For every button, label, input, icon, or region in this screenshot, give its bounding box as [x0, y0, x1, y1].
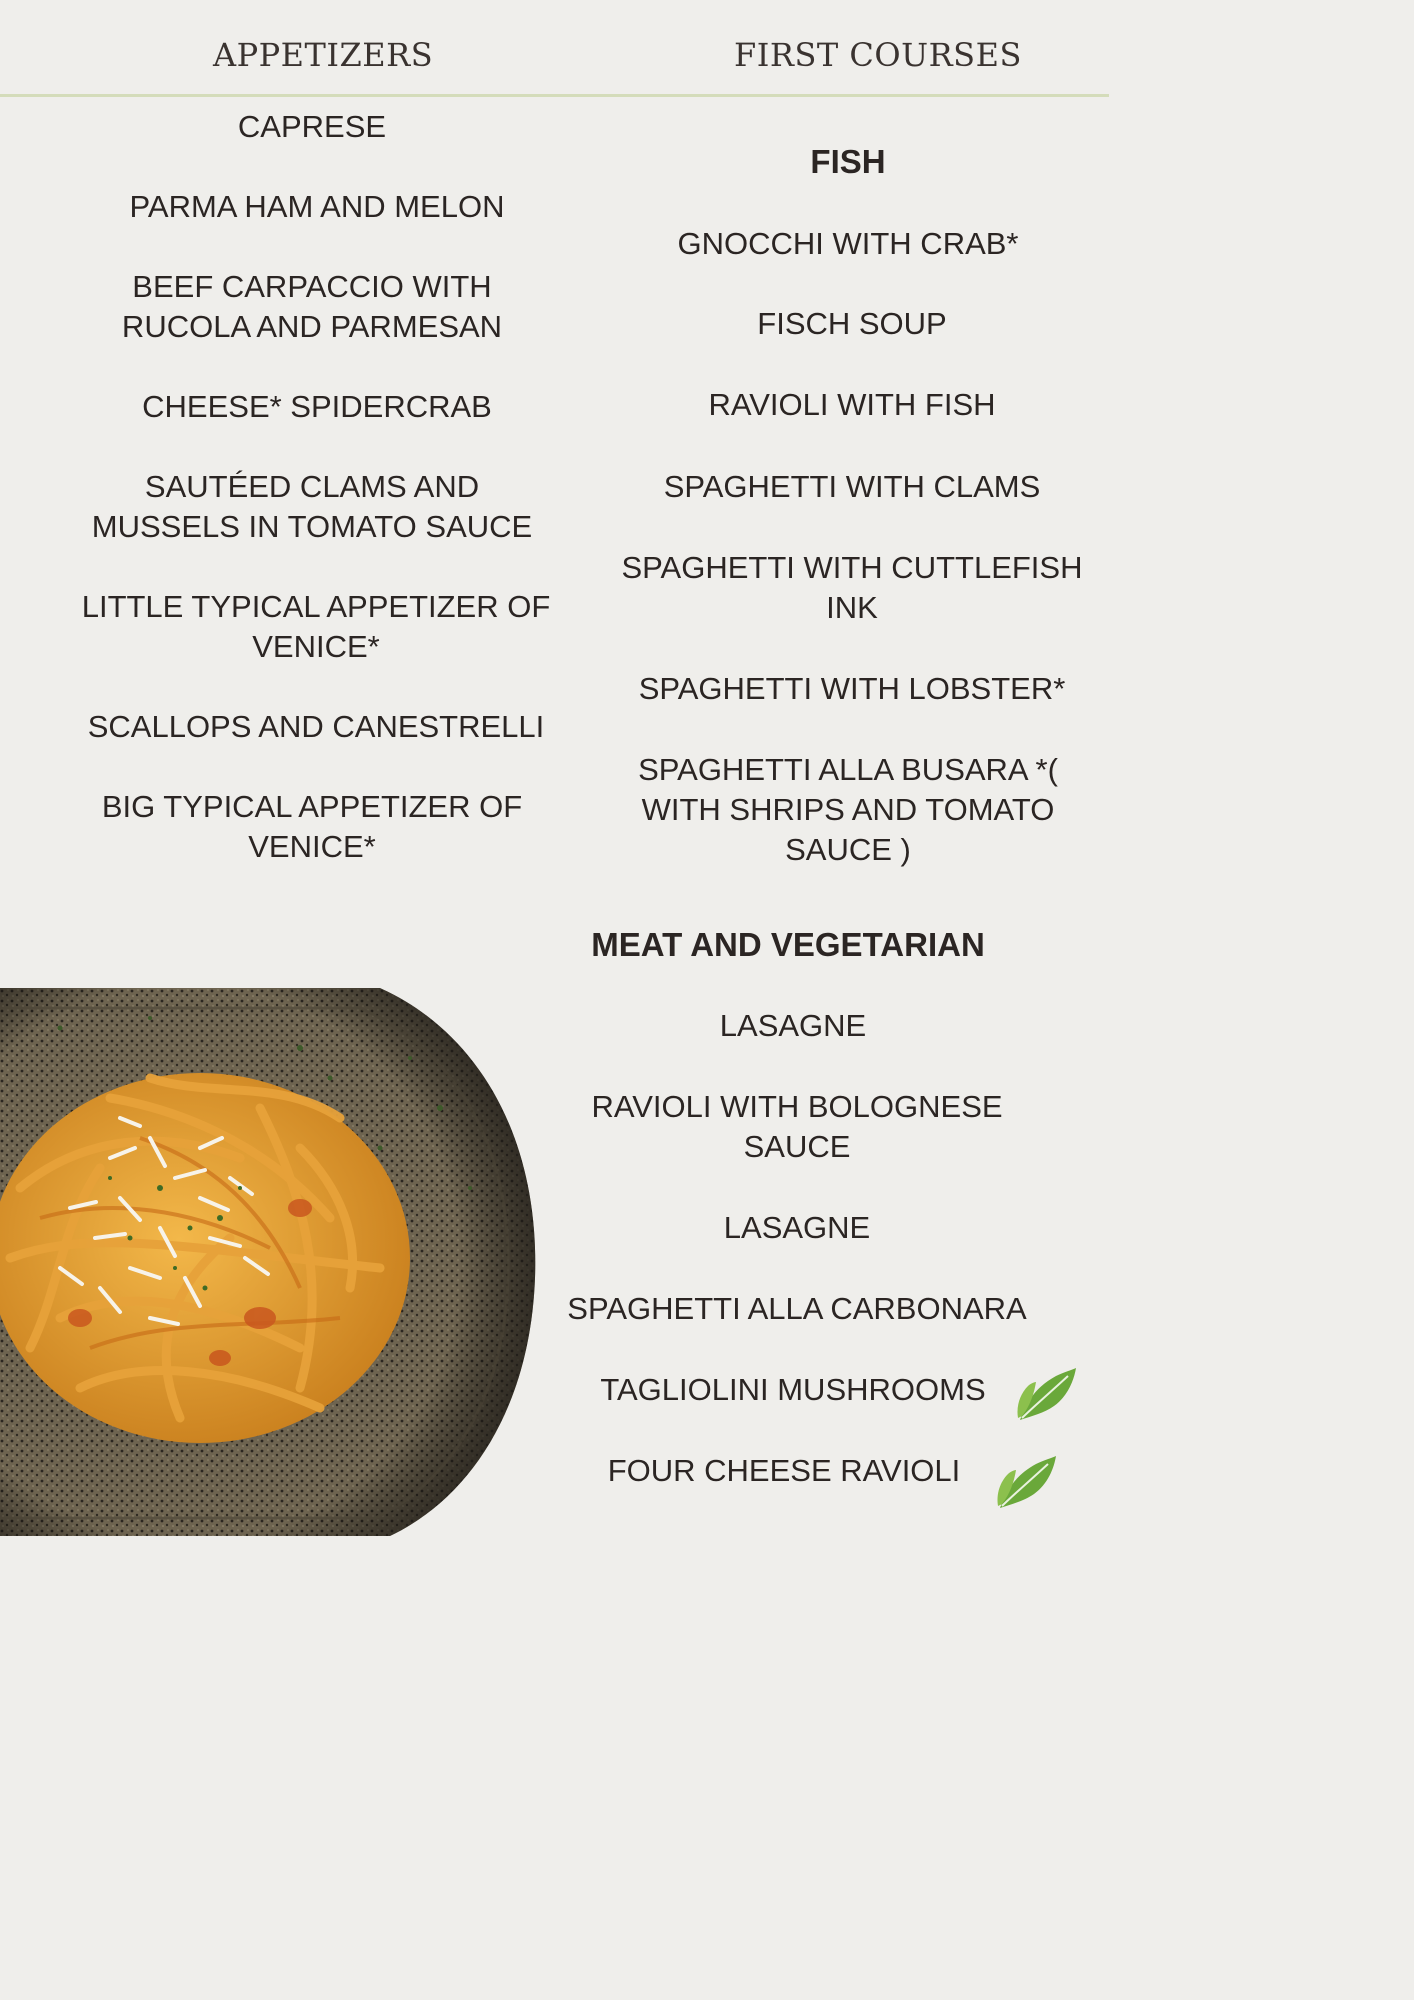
menu-item: TAGLIOLINI MUSHROOMS [600, 1372, 986, 1407]
menu-item: PARMA HAM AND MELON [129, 189, 505, 224]
menu-item: SPAGHETTI WITH CLAMS [663, 469, 1041, 504]
menu-item: BEEF CARPACCIO WITH RUCOLA AND PARMESAN [121, 269, 503, 344]
menu-item: BIG TYPICAL APPETIZER OF VENICE* [101, 789, 523, 864]
leaf-icon [1016, 1366, 1078, 1422]
menu-item: SPAGHETTI ALLA CARBONARA [567, 1291, 1027, 1326]
first-courses-header: FIRST COURSES [734, 36, 1022, 74]
menu-item: RAVIOLI WITH FISH [708, 387, 996, 422]
menu-item: SPAGHETTI WITH LOBSTER* [638, 671, 1066, 706]
menu-item: SAUTÉED CLAMS AND MUSSELS IN TOMATO SAUCE [91, 469, 533, 544]
menu-item: SCALLOPS AND CANESTRELLI [87, 709, 545, 744]
menu-item: RAVIOLI WITH BOLOGNESE SAUCE [591, 1089, 1003, 1164]
menu-item: SPAGHETTI WITH CUTTLEFISH INK [621, 550, 1083, 625]
appetizers-header: APPETIZERS [213, 36, 434, 74]
fish-section-title: FISH [810, 143, 886, 180]
menu-item: CHEESE* SPIDERCRAB [142, 389, 492, 424]
menu-item: FISCH SOUP [757, 306, 947, 341]
menu-item: LASAGNE [723, 1210, 871, 1245]
header-divider [0, 94, 1109, 97]
menu-item: CAPRESE [237, 109, 387, 144]
menu-item: LASAGNE [719, 1008, 867, 1043]
menu-item: GNOCCHI WITH CRAB* [677, 226, 1019, 261]
menu-item: FOUR CHEESE RAVIOLI [607, 1453, 961, 1488]
leaf-icon [996, 1454, 1058, 1510]
pasta-plate-image [0, 988, 540, 1536]
menu-item: SPAGHETTI ALLA BUSARA *( WITH SHRIPS AND TOMATO SAUCE ) [638, 752, 1058, 867]
meat-vegetarian-section-title: MEAT AND VEGETARIAN [591, 926, 985, 963]
menu-item: LITTLE TYPICAL APPETIZER OF VENICE* [81, 589, 551, 664]
